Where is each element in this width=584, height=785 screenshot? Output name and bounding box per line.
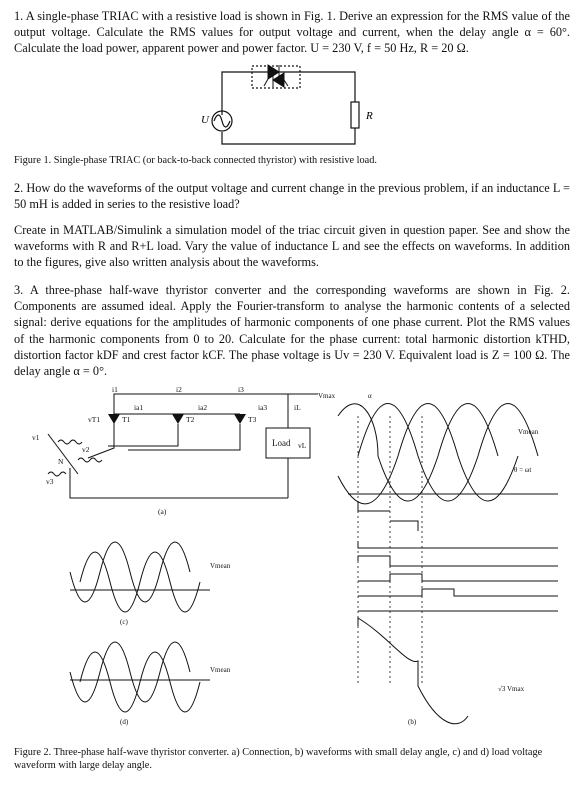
fig2-i1-label: i1 (112, 385, 118, 394)
fig2b-vmax-label: Vmax (318, 392, 336, 400)
fig2-t1-label: T1 (122, 415, 131, 424)
fig2-t2-label: T2 (186, 415, 195, 424)
fig2-vl-label: vL (298, 441, 307, 450)
fig2-i3-label: i3 (238, 385, 244, 394)
fig2-vt1-label: vT1 (88, 415, 101, 424)
fig2b-vmean-label: Vmean (518, 428, 539, 436)
fig2-n-label: N (58, 457, 64, 466)
wave-v2 (338, 404, 518, 504)
fig1-u-label: U (201, 114, 209, 126)
wave-v3 (338, 404, 498, 502)
figure-2d-load-voltage (60, 632, 240, 728)
fig2-v1-label: v1 (32, 433, 40, 442)
fig2-ia3-label: ia3 (258, 403, 268, 412)
fig2b-alpha-label: α (368, 392, 372, 400)
fig2-b-label: (b) (408, 718, 417, 726)
fig2-a-label: (a) (158, 507, 167, 516)
fig2-i2-label: i2 (176, 385, 182, 394)
fig2b-sqrt3-label: √3 Vmax (498, 685, 525, 693)
fig2-v3-label: v3 (46, 477, 54, 486)
fig2-il-label: iL (294, 403, 301, 412)
fig2-v2-label: v2 (82, 445, 90, 454)
fig2-d-label: (d) (120, 718, 129, 726)
fig2b-theta-label: θ = ωt (514, 466, 532, 474)
figure-1-caption: Figure 1. Single-phase TRIAC (or back-to-back connected thyristor) with resistive load. (14, 155, 377, 166)
fig2c-vmean-label: Vmean (210, 562, 231, 570)
figure-2a-converter-connection (18, 385, 318, 518)
question-2: 2. How do the waveforms of the output voltage and current change in the previous problem, if an inductance L = 50 mH is added in series to the resistive load? (14, 181, 570, 212)
fig2-load-label: Load (272, 438, 291, 448)
figure-2b-waveforms (318, 386, 570, 742)
fig2-t3-label: T3 (248, 415, 257, 424)
figure-2c-load-voltage (60, 532, 240, 628)
figure-1-triac-circuit (180, 60, 410, 150)
fig2-ia1-label: ia1 (134, 403, 144, 412)
figure-2-caption: Figure 2. Three-phase half-wave thyristor converter. a) Connection, b) waveforms with small delay angle, c) and d) load voltage waveform with large delay angle. (14, 747, 543, 771)
fig1-r-label: R (366, 110, 373, 122)
fig2-c-label: (c) (120, 618, 128, 626)
question-3: 3. A three-phase half-wave thyristor converter and the corresponding waveforms are shown in Fig. 2. Components are assumed ideal. Apply the Fourier-transform to analyse the harmonic contents of a selected signal: derive equations for the amplitudes of harmonic components of one phase current. Plot the RMS values of the harmonic components from 0 to 20. Calculate for the phase current: total harmonic distortion kTHD, distortion factor kDF and crest factor kCF. The phase voltage is Uv = 230 V. Equivalent load is Z = 100 Ω. The delay angle α = 0°. (14, 283, 570, 379)
simulation-task: Create in MATLAB/Simulink a simulation model of the triac circuit given in question paper. See and show the waveforms with R and R+L load. Vary the value of inductance L and see the effects on waveforms. In addition to the figures, give also written analysis about the waveforms. (14, 223, 570, 270)
fig2-ia2-label: ia2 (198, 403, 208, 412)
fig2d-vmean-label: Vmean (210, 666, 231, 674)
question-1: 1. A single-phase TRIAC with a resistive load is shown in Fig. 1. Derive an expression for the RMS value of the output voltage. Calculate the RMS values for output voltage and current, when the delay angle α = 60°. Calculate the load power, apparent power and power factor. U = 230 V, f = 50 Hz, R = 20 Ω. (14, 9, 570, 56)
